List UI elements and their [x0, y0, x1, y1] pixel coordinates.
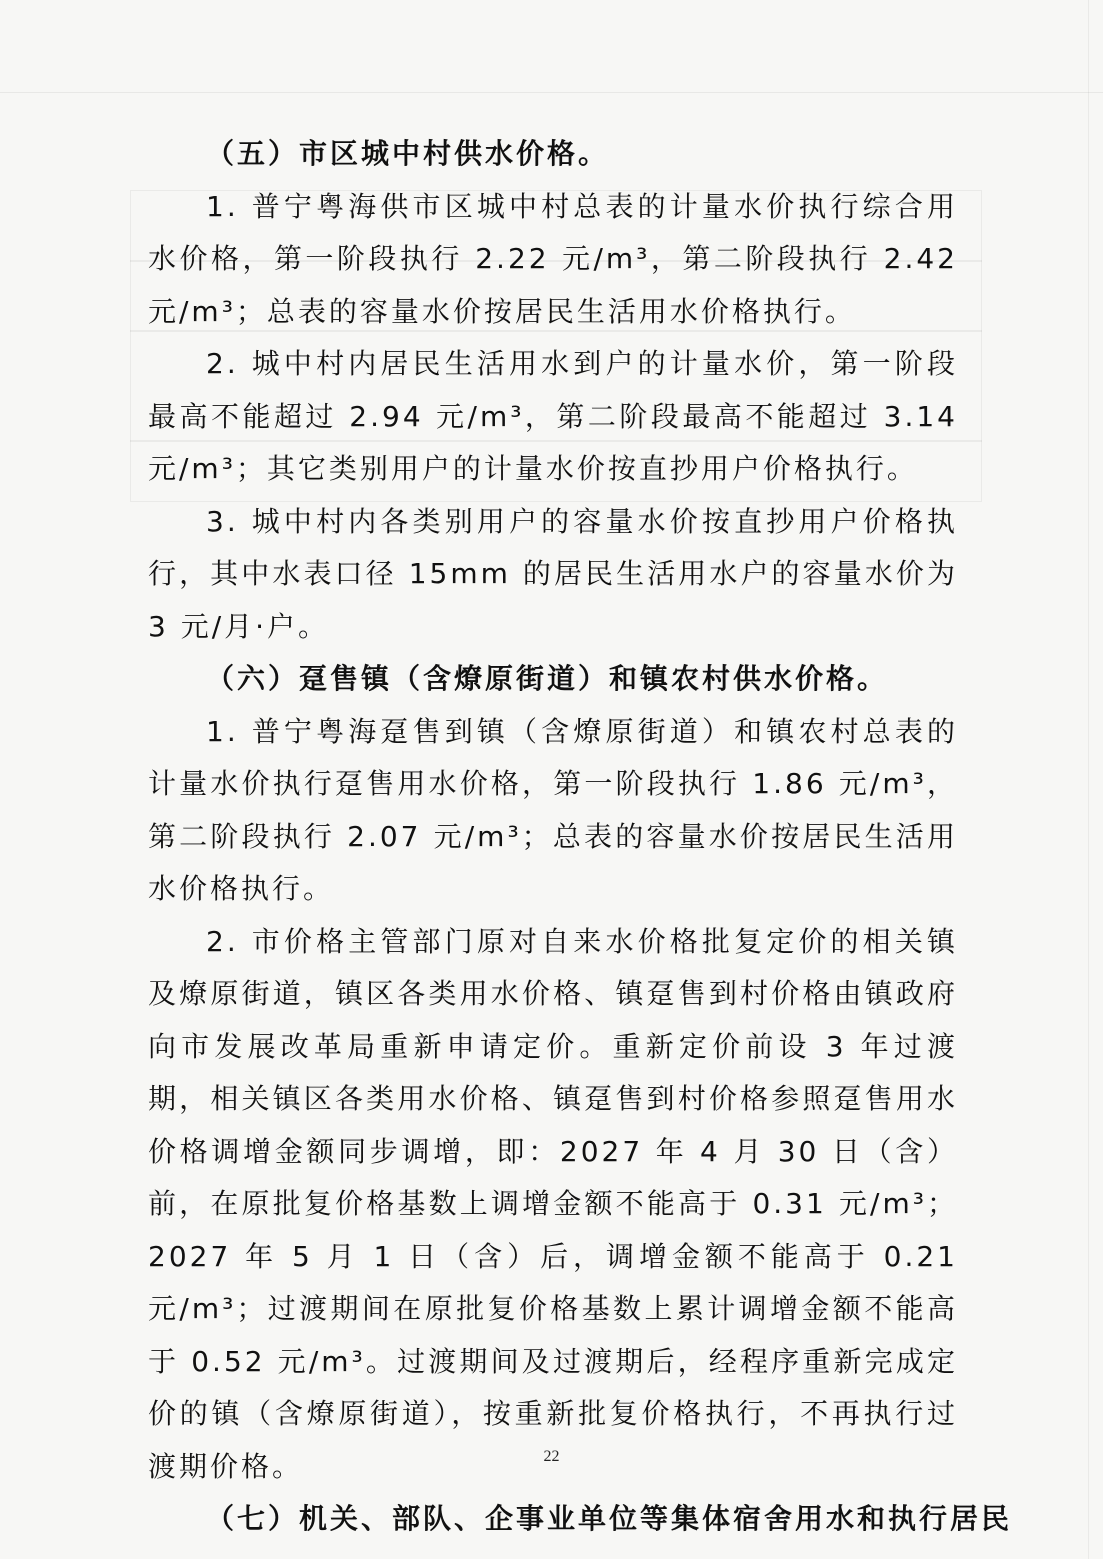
scan-artifact-edge: [1088, 0, 1089, 1559]
section-6-heading: （六）趸售镇（含燎原街道）和镇农村供水价格。: [206, 662, 889, 695]
section-6-item-2: 2. 市价格主管部门原对自来水价格批复定价的相关镇及燎原街道，镇区各类用水价格、镇趸售到村价格由镇政府向市发展改革局重新申请定价。重新定价前设 3 年过渡期，相关镇区各类用水价格、镇趸售到村价格参照趸售用水价格调增金额同步调增，即：2027 年 4 月 30 日（含）前，在原批复价格基数上调增金额不能高于 0.31 元/m³；2027 年 5 月 1 日（含）后，调增金额不能高于 0.21 元/m³；过渡期间在原批复价格基数上累计调增金额不能高于 0.52 元/m³。过渡期间及过渡期后，经程序重新完成定价的镇（含燎原街道），按重新批复价格执行，不再执行过渡期价格。: [148, 924, 958, 1483]
section-6-item-1: 1. 普宁粤海趸售到镇（含燎原街道）和镇农村总表的计量水价执行趸售用水价格，第一阶段执行 1.86 元/m³，第二阶段执行 2.07 元/m³；总表的容量水价按居民生活用水价格执行。: [148, 714, 958, 905]
section-5-heading: （五）市区城中村供水价格。: [206, 137, 610, 170]
scan-artifact-line: [0, 92, 1103, 93]
document-body: [148, 128, 1013, 1546]
section-7-heading: （七）机关、部队、企事业单位等集体宿舍用水和执行居民: [206, 1502, 1013, 1535]
section-5-item-2: 2. 城中村内居民生活用水到户的计量水价，第一阶段最高不能超过 2.94 元/m³，第二阶段最高不能超过 3.14 元/m³；其它类别用户的计量水价按直抄用户价格执行。: [148, 347, 958, 485]
section-5-item-3: 3. 城中村内各类别用户的容量水价按直抄用户价格执行，其中水表口径 15mm 的居民生活用水户的容量水价为 3 元/月·户。: [148, 504, 958, 643]
page-number: 22: [543, 1448, 560, 1465]
section-5-item-1: 1. 普宁粤海供市区城中村总表的计量水价执行综合用水价格，第一阶段执行 2.22 元/m³，第二阶段执行 2.42 元/m³；总表的容量水价按居民生活用水价格执行。: [148, 189, 958, 328]
